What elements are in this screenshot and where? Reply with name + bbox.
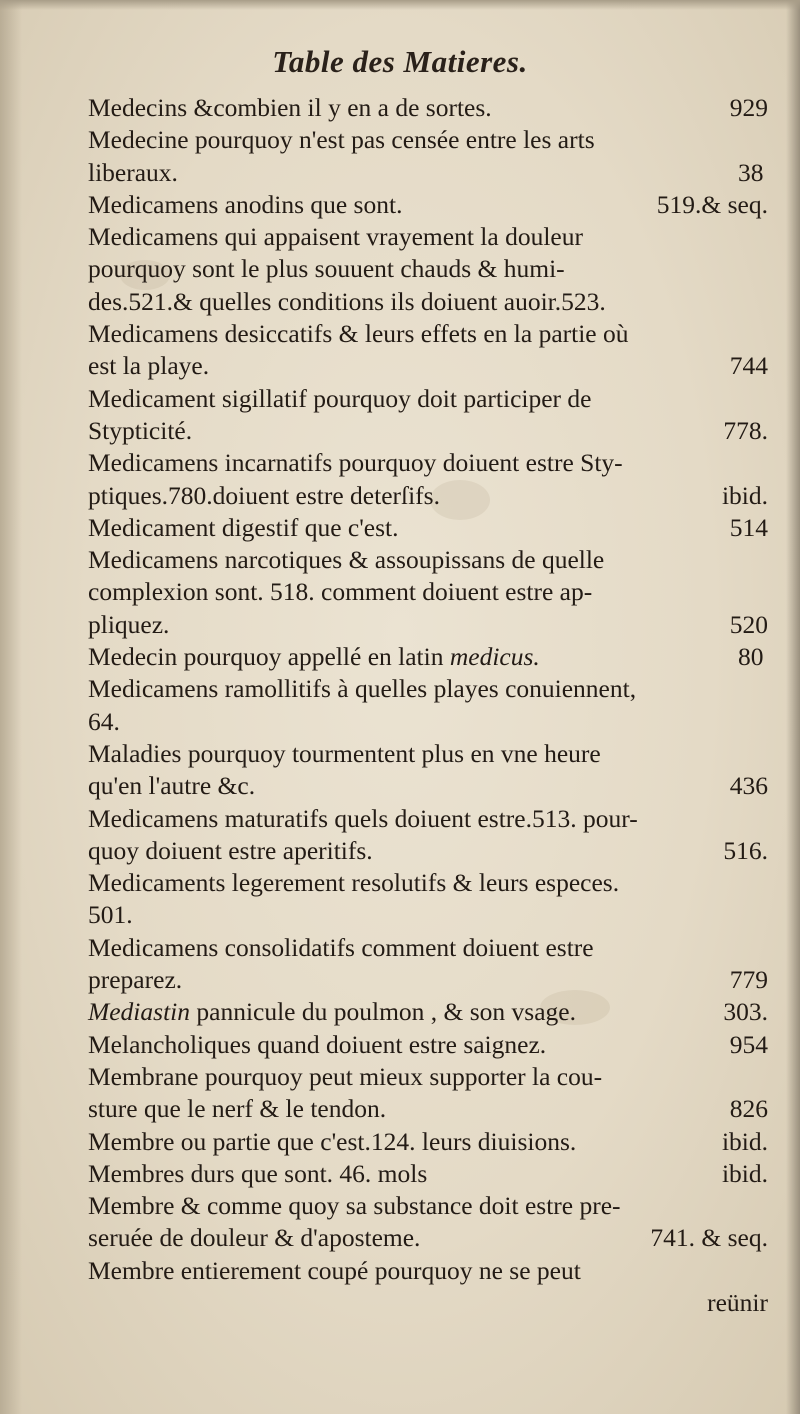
entry-text — [88, 577, 592, 606]
page-reference: 520 — [729, 609, 768, 639]
entry-text-main: 501. — [88, 900, 133, 930]
entry-text-main: complexion sont. 518. comment doiuent estre ap- — [88, 577, 593, 607]
entry-line — [88, 996, 768, 1028]
entry-italic-lead: Mediastin — [88, 997, 190, 1027]
page-reference: ibid. — [721, 480, 768, 510]
entry-text-main: pliquez. — [88, 609, 170, 639]
page-reference: ibid. — [721, 1126, 768, 1156]
entry-text-main: Medicament digestif que c'est. — [88, 512, 399, 542]
entry-text-main: sture que le nerf & le tendon. — [88, 1094, 387, 1124]
index-entry — [88, 1061, 768, 1126]
entry-line — [88, 1061, 768, 1093]
entry-line — [88, 124, 768, 156]
index-entry — [88, 1126, 768, 1158]
page-reference: 80 — [738, 642, 764, 672]
entry-text — [88, 415, 741, 447]
entry-text — [88, 92, 748, 124]
page-reference: 519.& seq. — [656, 189, 768, 219]
entry-text — [88, 900, 133, 929]
entry-text — [88, 1191, 621, 1220]
entry-text-main: Medicamens anodins que sont. — [88, 189, 403, 219]
entry-text-main: des.521.& quelles conditions ils doiuent auoir.523. — [88, 286, 606, 316]
entry-text-main: Medicamens incarnatifs pourquoy doiuent estre Sty- — [88, 448, 623, 478]
entry-line — [88, 576, 768, 608]
page-reference: ibid. — [721, 1158, 768, 1188]
page-reference: 303. — [723, 997, 768, 1027]
index-entry — [88, 932, 768, 997]
entry-text — [88, 835, 741, 867]
entry-text-main: pourquoy sont le plus souuent chauds & humi- — [88, 254, 565, 284]
entry-line — [88, 673, 768, 705]
page-edge-left — [0, 0, 22, 1414]
entry-text — [88, 868, 619, 897]
page-reference: 826 — [729, 1094, 768, 1124]
entry-line — [88, 1222, 768, 1254]
index-entry — [88, 189, 768, 221]
entry-text — [88, 674, 636, 703]
entry-text-main: Membres durs que sont. 46. mols — [88, 1158, 428, 1188]
page-reference: 436 — [729, 771, 768, 801]
entry-text — [88, 350, 748, 382]
entry-text — [88, 287, 606, 316]
entry-line — [88, 447, 768, 479]
entry-text — [88, 319, 629, 348]
entry-text-main: reünir — [707, 1287, 768, 1317]
entry-line — [88, 867, 768, 899]
index-entry — [88, 1158, 768, 1190]
index-entry — [88, 221, 768, 318]
entry-text-main: Medicamens narcotiques & assoupissans de quelle — [88, 545, 605, 575]
entry-line — [88, 253, 768, 285]
entry-text-main: Medecine pourquoy n'est pas censée entre les arts — [88, 125, 595, 155]
entry-text — [88, 804, 638, 833]
entry-line — [88, 221, 768, 253]
entry-line — [88, 835, 768, 867]
entry-text-main: pannicule du poulmon , & son vsage. — [196, 997, 576, 1027]
page-reference: 741. & seq. — [650, 1223, 768, 1253]
entry-text-main: Membre entierement coupé pourquoy ne se peut — [88, 1255, 581, 1285]
entry-line — [88, 350, 768, 382]
page-reference: 516. — [723, 835, 768, 865]
index-entry — [88, 1029, 768, 1061]
entry-text — [88, 254, 565, 283]
index-entry — [88, 867, 768, 932]
entry-text — [88, 996, 741, 1028]
entry-text-main: quoy doiuent estre aperitifs. — [88, 835, 373, 865]
entry-text-main: preparez. — [88, 965, 183, 995]
entry-line — [88, 1158, 768, 1190]
index-entry — [88, 1255, 768, 1320]
page-edge-right — [786, 0, 800, 1414]
entry-text-main: qu'en l'autre &c. — [88, 771, 256, 801]
entry-line — [88, 770, 768, 802]
page-edge-top — [0, 0, 800, 10]
entry-text-main: Membre ou partie que c'est.124. leurs diuisions. — [88, 1126, 577, 1156]
entry-line — [88, 964, 768, 996]
entry-line — [88, 1093, 768, 1125]
entry-text-main: Membre & comme quoy sa substance doit estre pre- — [88, 1191, 621, 1221]
entry-text — [88, 739, 601, 768]
entry-text-main: ptiques.780.doiuent estre deterſifs. — [88, 480, 440, 510]
index-entry — [88, 803, 768, 868]
entry-text-main: est la playe. — [88, 351, 210, 381]
page-reference: 779 — [729, 965, 768, 995]
entry-text-main: Melancholiques quand doiuent estre saignez. — [88, 1029, 547, 1059]
page-reference: 744 — [729, 351, 768, 381]
entry-text — [88, 448, 623, 477]
entry-text-main: Medicamens maturatifs quels doiuent estre.513. pour- — [88, 803, 638, 833]
entry-text — [88, 933, 594, 962]
entry-text-main: Medicamens consolidatifs comment doiuent estre — [88, 932, 594, 962]
entry-text — [88, 512, 748, 544]
entry-text — [88, 125, 595, 154]
entry-line — [88, 932, 768, 964]
entry-text-main: seruée de douleur & d'aposteme. — [88, 1223, 421, 1253]
entry-text-main: Stypticité. — [88, 415, 193, 445]
entry-text — [88, 189, 675, 221]
entry-text — [88, 1222, 668, 1254]
entry-line — [118, 1287, 768, 1319]
page-reference: 954 — [729, 1029, 768, 1059]
entry-text — [88, 641, 756, 673]
entry-text-main: Medicamens desiccatifs & leurs effets en la partie où — [88, 319, 629, 349]
entry-line — [88, 1126, 768, 1158]
entry-text-main: Medicaments legerement resolutifs & leurs especes. — [88, 868, 620, 898]
entry-text — [88, 480, 740, 512]
index-entry — [88, 544, 768, 641]
running-head: Table des Matieres. — [272, 44, 528, 79]
entry-line — [88, 383, 768, 415]
entry-line — [88, 803, 768, 835]
entry-text — [88, 1126, 740, 1158]
entry-text-main: Medicamens qui appaisent vrayement la douleur — [88, 222, 583, 252]
entry-text — [88, 770, 748, 802]
entry-line — [88, 318, 768, 350]
entry-text-main: Medicamens ramollitifs à quelles playes conuiennent, — [88, 674, 637, 704]
entry-text — [88, 157, 756, 189]
entry-italic-term: medicus. — [449, 642, 540, 672]
index-entry — [88, 738, 768, 803]
index-entry — [88, 92, 768, 124]
entry-line — [88, 1190, 768, 1222]
entry-line — [88, 480, 768, 512]
entry-text — [88, 545, 604, 574]
entry-line — [88, 544, 768, 576]
entry-text-main: Maladies pourquoy tourmentent plus en vne heure — [88, 738, 601, 768]
index-entry — [88, 512, 768, 544]
entry-text — [88, 707, 120, 736]
entry-line — [88, 1029, 768, 1061]
entry-text — [88, 1158, 740, 1190]
entry-text — [88, 609, 748, 641]
entry-line — [88, 899, 768, 931]
entry-line — [88, 706, 768, 738]
index-entry — [88, 1190, 768, 1255]
entry-text — [88, 1029, 748, 1061]
entry-text — [707, 1288, 768, 1317]
index-entry — [88, 996, 768, 1028]
entry-line — [88, 189, 768, 221]
page-reference: 514 — [729, 512, 768, 542]
entry-line — [88, 641, 768, 673]
entry-line — [88, 92, 768, 124]
index-entry — [88, 124, 768, 189]
index-entries — [88, 92, 768, 1319]
entry-text-main: Membrane pourquoy peut mieux supporter la cou- — [88, 1061, 603, 1091]
entry-text — [88, 1256, 581, 1285]
entry-line — [88, 512, 768, 544]
index-entry — [88, 641, 768, 673]
entry-text-main: Medecins &combien il y en a de sortes. — [88, 93, 492, 122]
entry-text — [88, 964, 748, 996]
entry-text-main: Medicament sigillatif pourquoy doit participer de — [88, 383, 592, 413]
page-reference: 38 — [738, 157, 764, 187]
page-reference: 929 — [729, 93, 768, 122]
index-entry — [88, 318, 768, 383]
entry-text — [88, 1062, 602, 1091]
entry-line — [88, 738, 768, 770]
entry-line — [88, 1255, 768, 1287]
entry-text — [88, 1093, 748, 1125]
index-entry — [88, 447, 768, 512]
entry-line — [88, 286, 768, 318]
entry-text-main: 64. — [88, 706, 120, 736]
page-reference: 778. — [723, 415, 768, 445]
entry-text-main: Medecin pourquoy appellé en latin — [88, 642, 444, 672]
index-entry — [88, 673, 768, 738]
entry-text — [88, 384, 592, 413]
entry-text — [88, 222, 583, 251]
entry-text-main: liberaux. — [88, 157, 178, 187]
entry-line — [88, 415, 768, 447]
entry-line — [88, 609, 768, 641]
index-entry — [88, 383, 768, 448]
entry-line — [88, 157, 768, 189]
